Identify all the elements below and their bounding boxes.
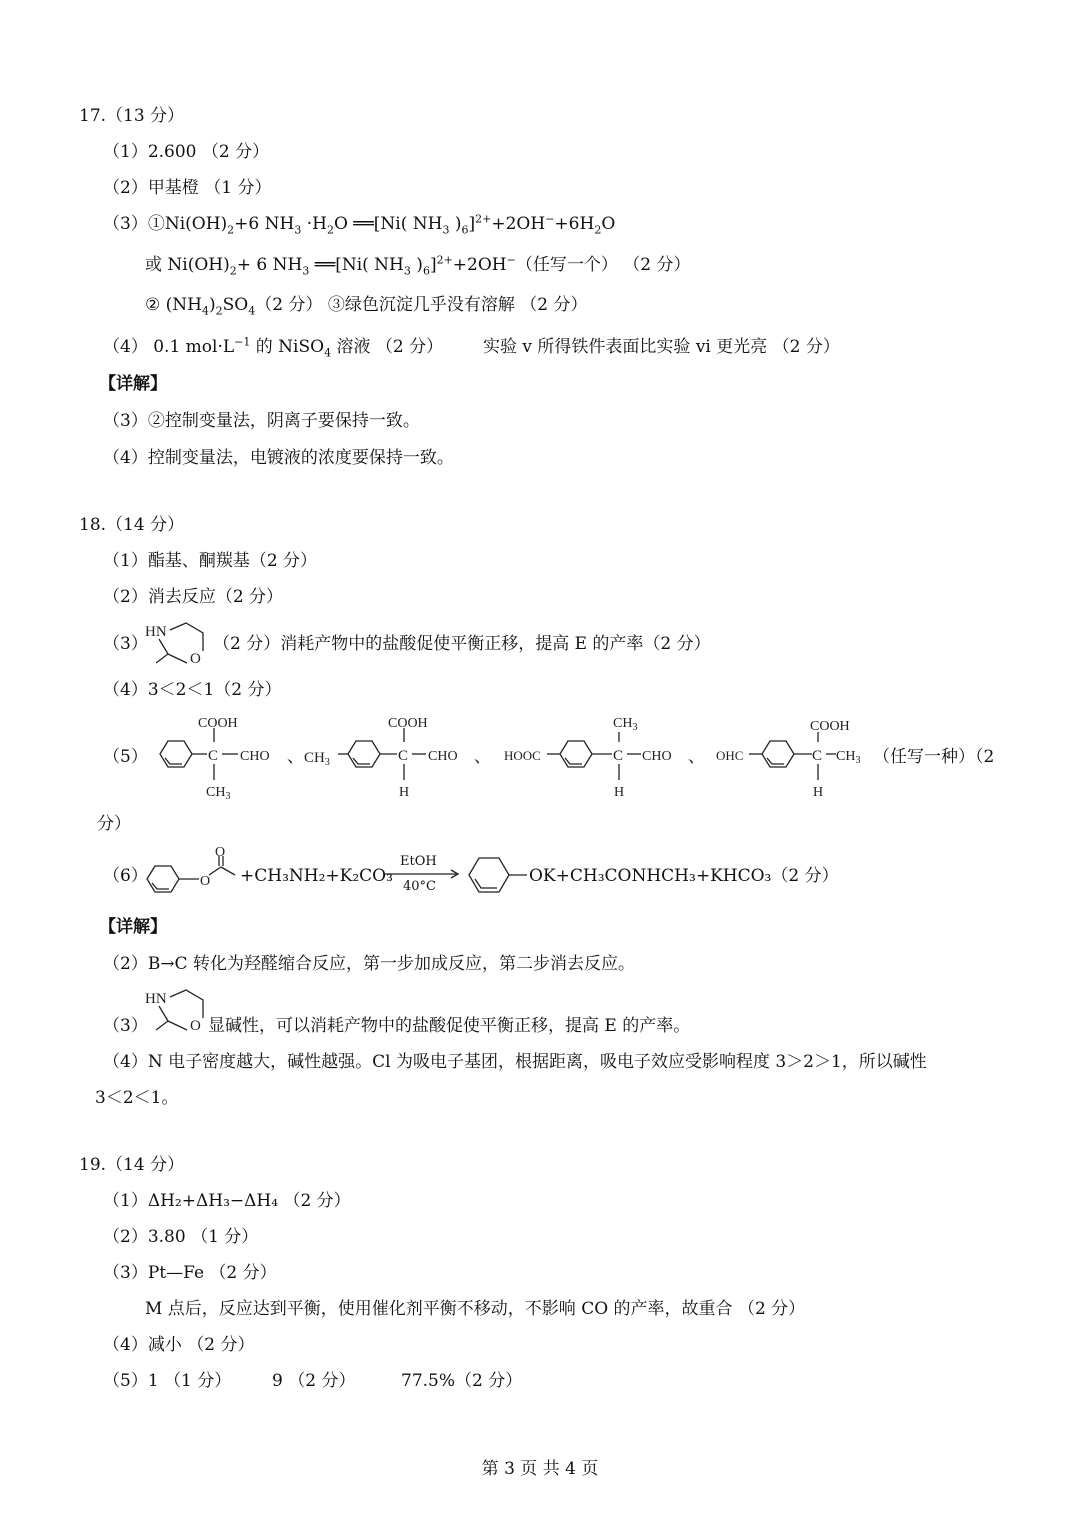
q18-title: 18.（14 分）: [79, 515, 185, 535]
q18-answer-5-label: （5）: [103, 747, 148, 767]
svg-text:CHO: CHO: [642, 749, 672, 764]
svg-text:H: H: [813, 785, 824, 800]
q19-answer-1: （1）ΔH₂+ΔH₃−ΔH₄ （2 分）: [103, 1191, 351, 1211]
svg-text:CHO: CHO: [240, 749, 270, 764]
q18-answer-3-text: （2 分）消耗产物中的盐酸促使平衡正移，提高 E 的产率（2 分）: [213, 634, 711, 654]
morpholine-structure-1: [141, 617, 216, 667]
svg-text:HOOC: HOOC: [504, 748, 541, 763]
svg-text:C: C: [398, 748, 409, 764]
svg-text:C: C: [812, 748, 823, 764]
q19-answer-5-part3: 77.5%（2 分）: [401, 1371, 523, 1391]
q18-detail-4-line2: 3＜2＜1。: [95, 1088, 179, 1108]
svg-text:CH3: $CH_3$: [206, 785, 231, 802]
reaction-condition-solvent: EtOH: [400, 854, 437, 869]
svg-text:O: O: [200, 874, 211, 889]
isomer-structure-2: [302, 706, 472, 802]
q19-answer-4: （4）减小 （2 分）: [103, 1335, 255, 1355]
q18-answer-5-separator-1: 、: [287, 747, 304, 767]
svg-text:H: H: [399, 785, 410, 800]
svg-text:O: O: [190, 651, 201, 667]
q18-answer-6-label: （6）: [103, 866, 148, 886]
q18-detail-4-line1: （4）N 电子密度越大，碱性越强。Cl 为吸电子基团，根据距离，吸电子效应受影响程度 3＞2＞1，所以碱性: [103, 1052, 927, 1072]
phenyl-acetate-structure: [143, 845, 241, 900]
q17-answer-1: （1）2.600 （2 分）: [103, 142, 270, 162]
q17-detail-3: （3）②控制变量法，阴离子要保持一致。: [103, 411, 420, 431]
svg-text:HN: HN: [145, 624, 167, 640]
q17-answer-2: （2）甲基橙 （1 分）: [103, 178, 272, 198]
q17-answer-3-part2: ② $(NH_4)_2SO_4(2$ 分） ③绿色沉淀几乎没有溶解 （2 分）: [145, 295, 588, 318]
svg-text:O: O: [190, 1018, 201, 1034]
q17-answer-3-alternative: 或 $Ni(OH)_2+ 6$ $NH_3$ ══[Ni( $NH_3$ )$_6]^{2+}+2OH^-$（任写一个） （2 分）: [145, 253, 691, 278]
page-footer: 第 3 页 共 4 页: [481, 1459, 599, 1479]
q17-answer-4: （4） 0.1 $mol\cdot L^{-1}$ 的 NiSO$_4$ 溶液 （2 分）: [103, 335, 444, 360]
reaction-condition-temperature: 40°C: [403, 879, 436, 894]
svg-text:C: C: [613, 748, 624, 764]
q18-detail-3-label: （3）: [103, 1016, 148, 1036]
isomer-structure-1: [150, 706, 285, 802]
svg-text:O: O: [215, 845, 226, 860]
q18-answer-5-separator-3: 、: [688, 747, 705, 767]
q18-detail-heading: 【详解】: [99, 917, 167, 937]
svg-text:C: C: [208, 748, 219, 764]
svg-text:CH3: $CH_3$: [836, 749, 861, 766]
phenoxide-ring-structure: [465, 850, 531, 900]
morpholine-structure-2: [141, 986, 216, 1036]
q18-answer-1: （1）酯基、酮羰基（2 分）: [103, 551, 318, 571]
svg-text:COOH: COOH: [810, 719, 850, 734]
q19-title: 19.（14 分）: [79, 1155, 185, 1175]
q18-answer-5-wrap: 分）: [97, 814, 131, 834]
q19-answer-2: （2）3.80 （1 分）: [103, 1227, 259, 1247]
q18-answer-5-tail: （任写一种）（2: [873, 747, 995, 767]
q17-answer-3-equation: $(3)①Ni(OH)_2+6$ $NH_3 \cdot H_2O$ ══[Ni( $NH_3$ )$_6]^{2+}+2OH^-+6H_2O$: [103, 212, 616, 237]
svg-text:CH3: $CH_3$: [304, 750, 330, 768]
q19-answer-5-part1: （5）1 （1 分）: [103, 1371, 232, 1391]
svg-text:COOH: COOH: [198, 716, 238, 731]
q18-answer-6-products: OK+CH₃CONHCH₃+KHCO₃（2 分）: [529, 866, 839, 886]
isomer-structure-3: [502, 706, 682, 802]
q18-answer-2: （2）消去反应（2 分）: [103, 587, 284, 607]
q18-answer-5-separator-2: 、: [474, 747, 491, 767]
q19-answer-3-explanation: M 点后，反应达到平衡，使用催化剂平衡不移动，不影响 CO 的产率，故重合 （2 分）: [145, 1299, 806, 1319]
q18-detail-2: （2）B→C 转化为羟醛缩合反应，第一步加成反应，第二步消去反应。: [103, 954, 635, 974]
q18-answer-3-label: （3）: [103, 634, 148, 654]
q17-detail-4: （4）控制变量法，电镀液的浓度要保持一致。: [103, 448, 454, 468]
q18-answer-6-reagents: +CH₃NH₂+K₂CO₃: [240, 866, 393, 886]
isomer-structure-4: [714, 706, 886, 802]
svg-text:COOH: COOH: [388, 716, 428, 731]
svg-text:CHO: CHO: [428, 749, 458, 764]
svg-text:H: H: [614, 785, 625, 800]
q18-detail-3-text: 显碱性，可以消耗产物中的盐酸促使平衡正移，提高 E 的产率。: [208, 1016, 691, 1036]
reaction-arrow-icon: [383, 869, 463, 879]
q17-title: 17.（13 分）: [79, 106, 185, 126]
q19-answer-5-part2: 9 （2 分）: [272, 1371, 356, 1391]
q19-answer-3: （3）Pt—Fe （2 分）: [103, 1263, 277, 1283]
svg-text:OHC: OHC: [716, 748, 744, 763]
q18-answer-4: （4）3＜2＜1（2 分）: [103, 680, 282, 700]
q17-answer-4-second: 实验 v 所得铁件表面比实验 vi 更光亮 （2 分）: [483, 337, 840, 357]
q17-detail-heading: 【详解】: [99, 374, 167, 394]
svg-text:HN: HN: [145, 991, 167, 1007]
svg-text:CH3: $CH_3$: [613, 716, 638, 733]
